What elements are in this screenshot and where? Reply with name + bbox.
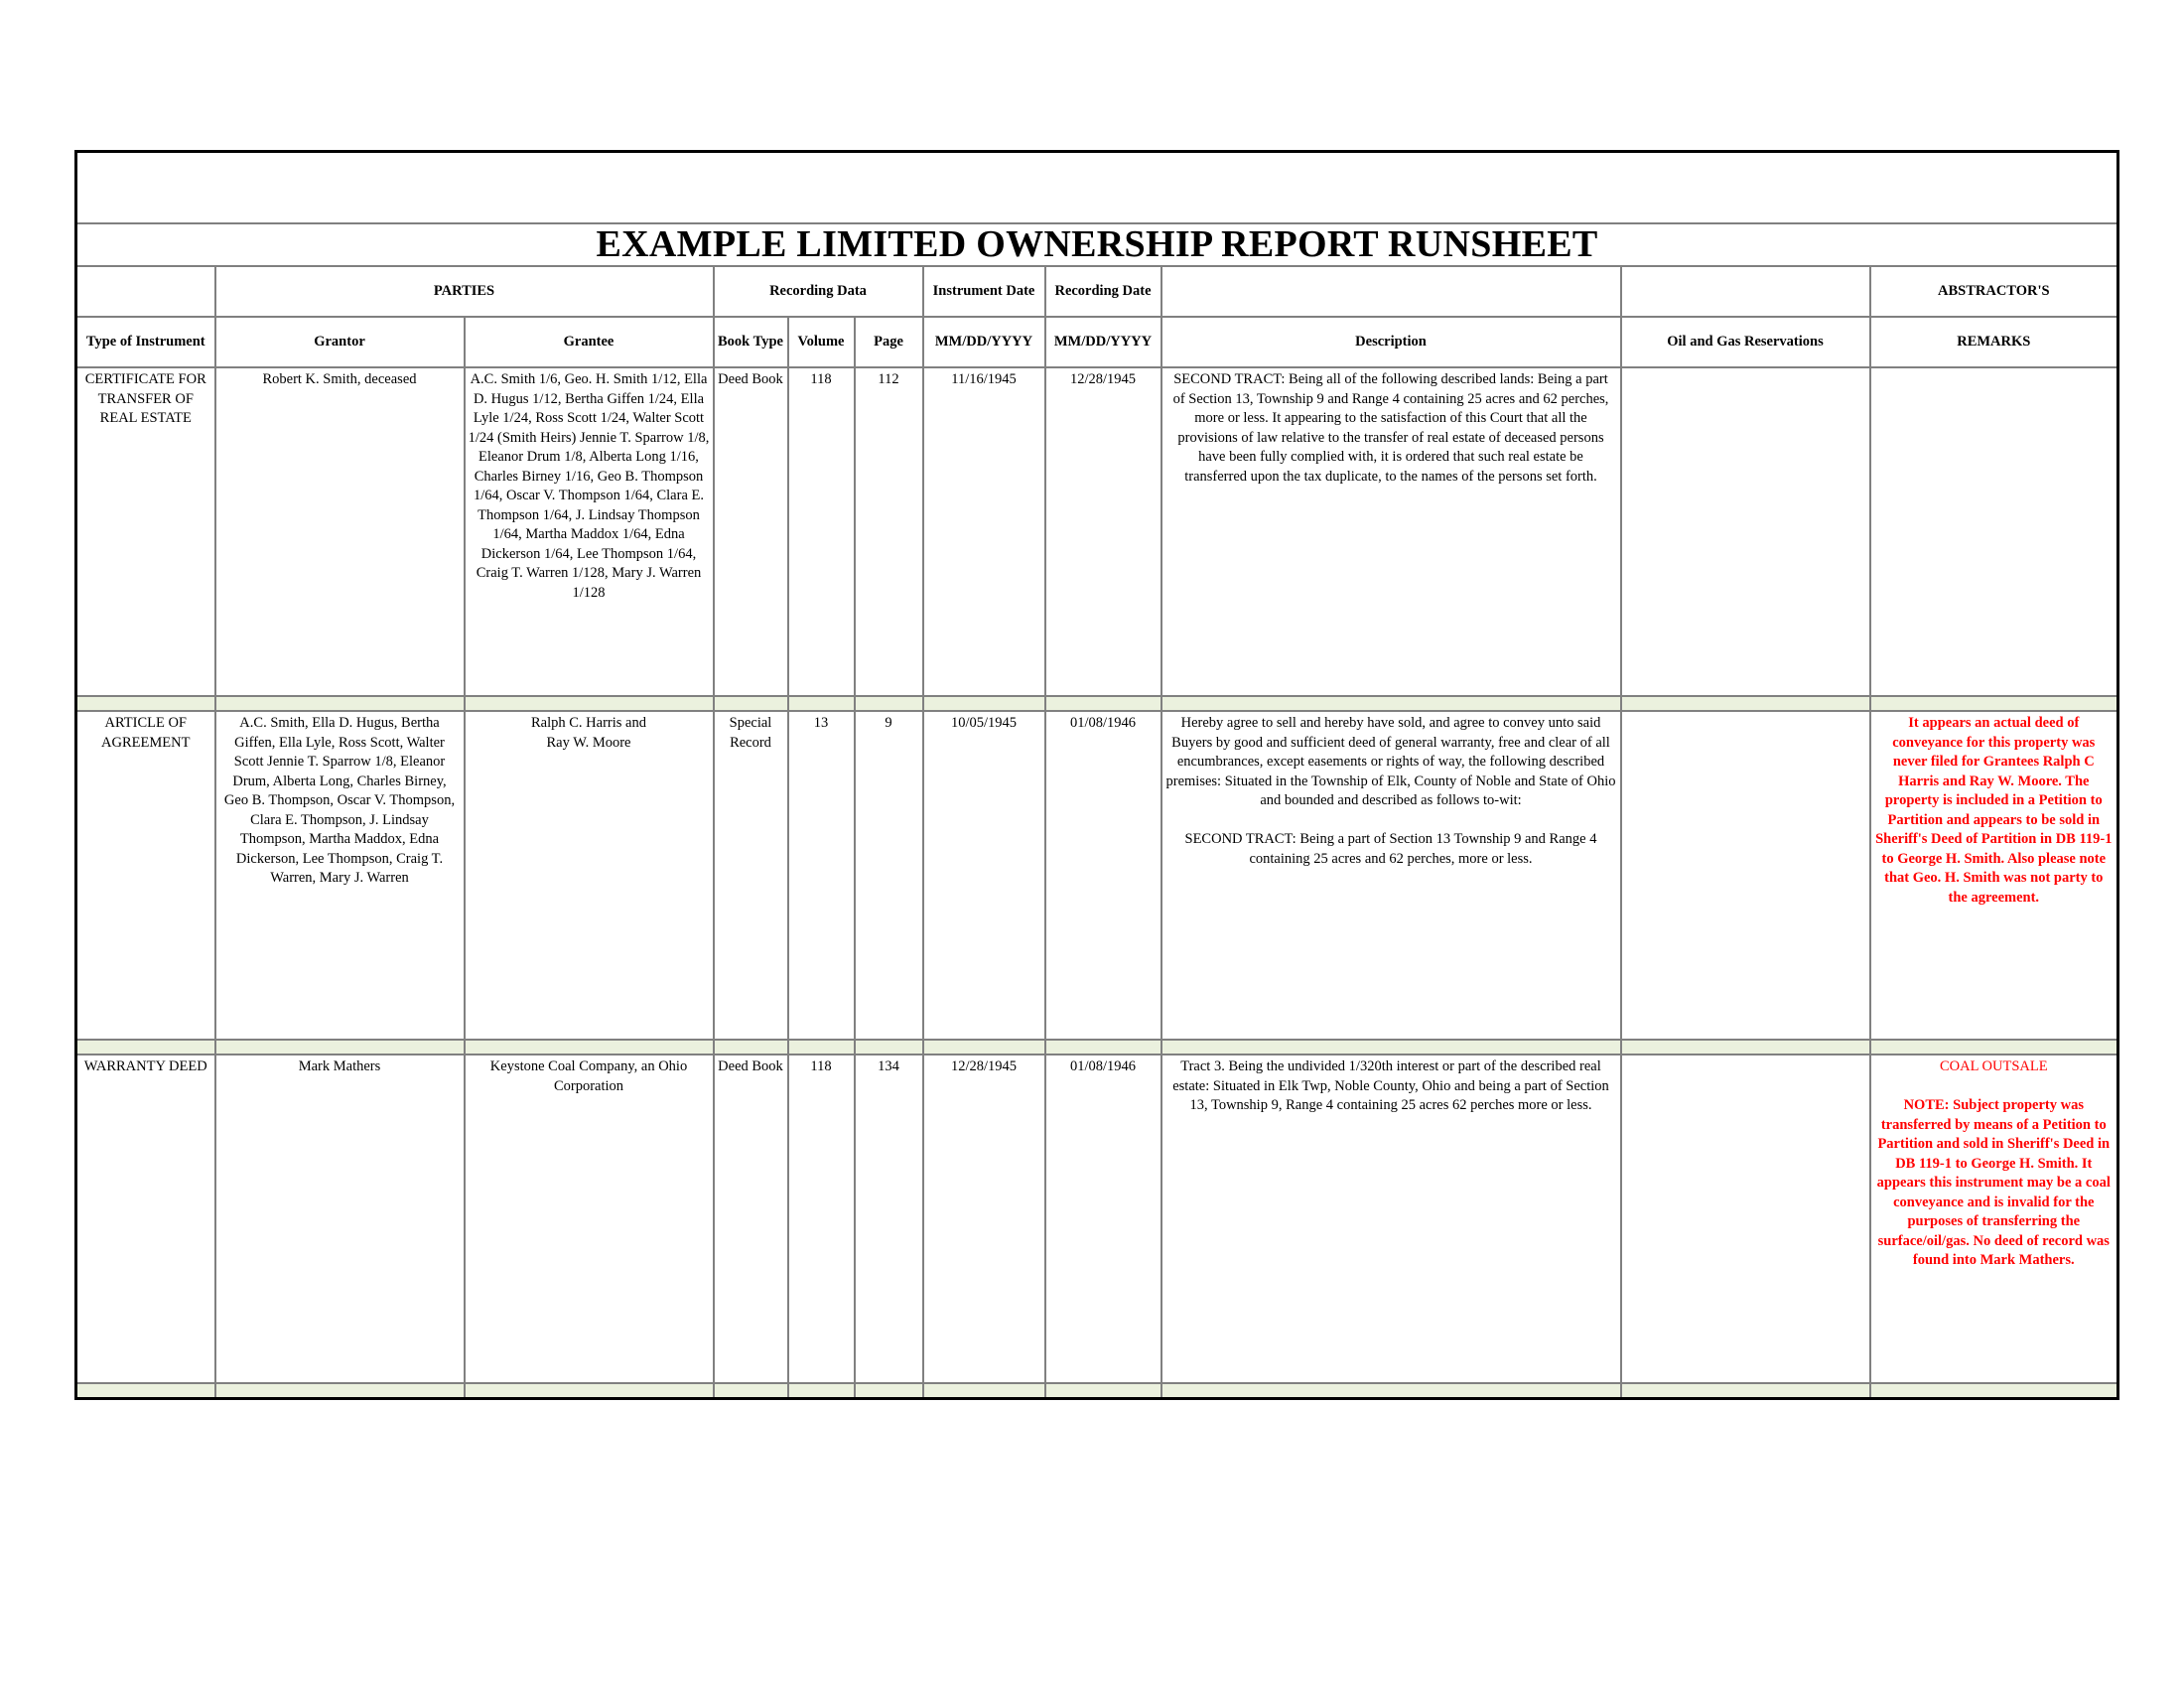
header-recording-data: Recording Data <box>714 266 923 317</box>
title-row <box>76 223 2118 266</box>
cell-grantor: Robert K. Smith, deceased <box>215 367 465 696</box>
header-volume: Volume <box>788 317 855 367</box>
header-row-top <box>76 266 2118 317</box>
runsheet-table <box>74 150 2119 1400</box>
header-type-of-instrument: Type of Instrument <box>76 317 215 367</box>
cell-remarks <box>1870 1055 2118 1383</box>
cell-recording-date: 01/08/1946 <box>1045 711 1161 1040</box>
cell-description <box>1161 711 1621 1040</box>
cell-page: 112 <box>855 367 923 696</box>
header-cell-empty <box>76 266 215 317</box>
header-grantor: Grantor <box>215 317 465 367</box>
grantee-line-2: Ray W. Moore <box>546 734 631 751</box>
cell-description <box>1161 1055 1621 1383</box>
table-row <box>76 711 2118 1040</box>
cell-type: ARTICLE OF AGREEMENT <box>76 711 215 1040</box>
blank-cell <box>76 152 2118 224</box>
cell-page: 9 <box>855 711 923 1040</box>
header-row-bottom <box>76 317 2118 367</box>
cell-recording-date: 01/08/1946 <box>1045 1055 1161 1383</box>
header-instrument-date-format: MM/DD/YYYY <box>923 317 1045 367</box>
cell-type: WARRANTY DEED <box>76 1055 215 1383</box>
table-row <box>76 1055 2118 1383</box>
page-title: EXAMPLE LIMITED OWNERSHIP REPORT RUNSHEET <box>76 223 2118 266</box>
cell-recording-date: 12/28/1945 <box>1045 367 1161 696</box>
cell-grantor: Mark Mathers <box>215 1055 465 1383</box>
cell-remarks <box>1870 367 2118 696</box>
cell-remarks: It appears an actual deed of conveyance for this property was never filed for Grantees Ralph C Harris and Ray W. Moore. The property is included in a Petition to Partition and appears to be sold in Sheriff's Deed of Partition in DB 119-1 to George H. Smith. Also please note that Geo. H. Smith was not party to the agreement. <box>1870 711 2118 1040</box>
cell-instrument-date: 11/16/1945 <box>923 367 1045 696</box>
cell-volume: 118 <box>788 367 855 696</box>
header-cell-empty <box>1621 266 1870 317</box>
header-abstractors: ABSTRACTOR'S <box>1870 266 2118 317</box>
cell-type: CERTIFICATE FOR TRANSFER OF REAL ESTATE <box>76 367 215 696</box>
header-oil-gas: Oil and Gas Reservations <box>1621 317 1870 367</box>
header-cell-empty <box>1161 266 1621 317</box>
cell-oil-gas <box>1621 1055 1870 1383</box>
header-book-type: Book Type <box>714 317 788 367</box>
remarks-text: NOTE: Subject property was transferred by means of a Petition to Partition and sold in Sheriff's Deed in DB 119-1 to George H. Smith. It appears this instrument may be a coal conveyance and is invalid for the purposes of transferring the surface/oil/gas. No deed of record was found into Mark Mathers. <box>1876 1097 2111 1268</box>
separator-row <box>76 1383 2118 1399</box>
description-text: Hereby agree to sell and hereby have sold, and agree to convey unto said Buyers by good and sufficient deed of general warranty, free and clear of all encumbrances, except easements or rights of way, the following described premises: Situated in the Township of Elk, County of Noble and State of Ohio and bounded and described as follows to-wit: <box>1165 715 1616 808</box>
grantee-line-1: Ralph C. Harris and <box>531 715 646 731</box>
cell-book-type: Deed Book <box>714 367 788 696</box>
cell-grantor: A.C. Smith, Ella D. Hugus, Bertha Giffen, Ella Lyle, Ross Scott, Walter Scott Jennie T. Sparrow 1/8, Eleanor Drum, Alberta Long, Charles Birney, Geo B. Thompson, Oscar V. Thompson, Clara E. Thompson, J. Lindsay Thompson, Martha Maddox, Edna Dickerson, Lee Thompson, Craig T. Warren, Mary J. Warren <box>215 711 465 1040</box>
header-parties: PARTIES <box>215 266 714 317</box>
blank-header-row <box>76 152 2118 224</box>
cell-instrument-date: 10/05/1945 <box>923 711 1045 1040</box>
header-recording-date: Recording Date <box>1045 266 1161 317</box>
cell-oil-gas <box>1621 711 1870 1040</box>
header-recording-date-format: MM/DD/YYYY <box>1045 317 1161 367</box>
header-grantee: Grantee <box>465 317 714 367</box>
header-description: Description <box>1161 317 1621 367</box>
cell-grantee: Keystone Coal Company, an Ohio Corporation <box>465 1055 714 1383</box>
cell-oil-gas <box>1621 367 1870 696</box>
cell-volume: 13 <box>788 711 855 1040</box>
separator-row <box>76 696 2118 711</box>
cell-book-type: Special Record <box>714 711 788 1040</box>
cell-page: 134 <box>855 1055 923 1383</box>
cell-volume: 118 <box>788 1055 855 1383</box>
cell-instrument-date: 12/28/1945 <box>923 1055 1045 1383</box>
header-instrument-date: Instrument Date <box>923 266 1045 317</box>
header-remarks: REMARKS <box>1870 317 2118 367</box>
remarks-heading: COAL OUTSALE <box>1939 1058 2048 1074</box>
cell-book-type: Deed Book <box>714 1055 788 1383</box>
cell-grantee <box>465 711 714 1040</box>
separator-row <box>76 1040 2118 1055</box>
cell-description <box>1161 367 1621 696</box>
description-text-2: SECOND TRACT: Being a part of Section 13 Township 9 and Range 4 containing 25 acres and 62 perches, more or less. <box>1184 831 1597 867</box>
description-text: SECOND TRACT: Being all of the following described lands: Being a part of Section 13, Township 9 and Range 4 containing 25 acres and 62 perches, more or less. It appearing to the satisfaction of this Court that all the provisions of law relative to the transfer of real estate of deceased persons have been fully complied with, it is ordered that such real estate be transferred upon the tax duplicate, to the names of the persons set forth. <box>1172 371 1609 485</box>
header-page: Page <box>855 317 923 367</box>
description-text: Tract 3. Being the undivided 1/320th interest or part of the described real estate: Situated in Elk Twp, Noble County, Ohio and being a part of Section 13, Township 9, Range 4 containing 25 acres 62 perches more or less. <box>1172 1058 1609 1113</box>
cell-grantee: A.C. Smith 1/6, Geo. H. Smith 1/12, Ella D. Hugus 1/12, Bertha Giffen 1/24, Ella Lyle 1/24, Ross Scott 1/24, Walter Scott 1/24 (Smith Heirs) Jennie T. Sparrow 1/8, Eleanor Drum 1/8, Alberta Long 1/16, Charles Birney 1/16, Geo B. Thompson 1/64, Oscar V. Thompson 1/64, Clara E. Thompson 1/64, J. Lindsay Thompson 1/64, Martha Maddox 1/64, Edna Dickerson 1/64, Lee Thompson 1/64, Craig T. Warren 1/128, Mary J. Warren 1/128 <box>465 367 714 696</box>
table-row <box>76 367 2118 696</box>
